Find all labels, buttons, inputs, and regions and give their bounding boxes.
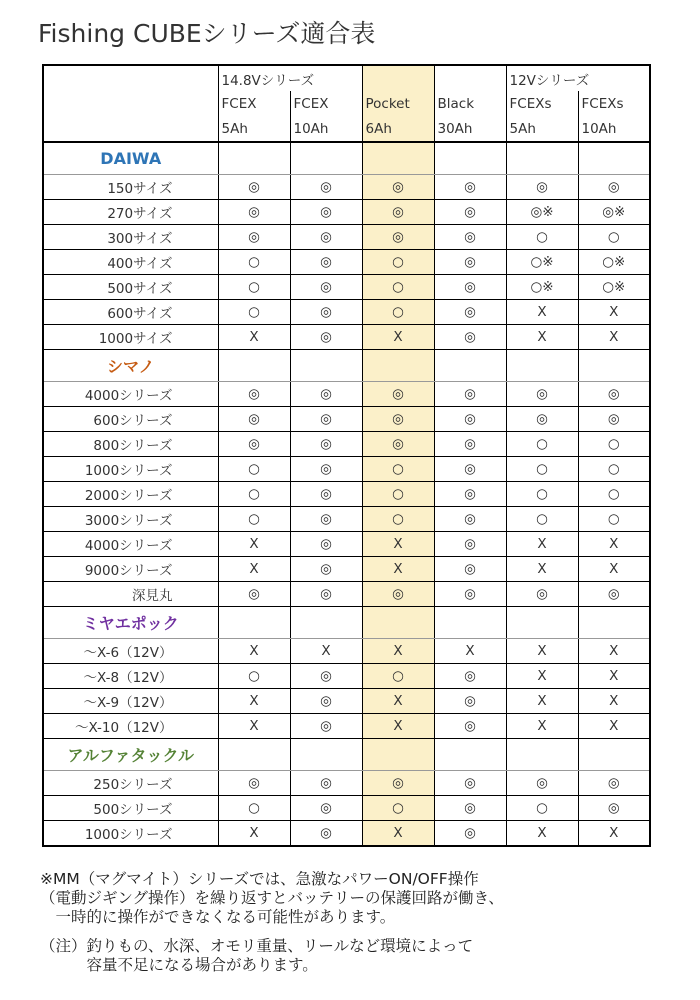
compat-mark: ◎ [218,225,290,250]
compat-mark: ◎ [362,432,434,457]
group-header-14v: 14.8Vシリーズ [218,65,362,91]
table-row [43,507,650,532]
model-name: FCEXs [506,91,578,116]
compat-mark: ◎ [362,200,434,225]
table-row [43,714,650,739]
model-capacity: 10Ah [290,116,362,142]
compat-mark: ◎ [434,407,506,432]
compat-mark: ○ [362,275,434,300]
footnotes [40,870,504,975]
compat-mark: ◎ [506,382,578,407]
compat-mark: ◎ [578,582,650,607]
page-title: Fishing CUBEシリーズ適合表 [38,19,376,48]
brand-row-blank [434,350,506,382]
brand-row-blank [578,607,650,639]
compat-mark: ○※ [578,275,650,300]
compat-mark: ◎ [434,557,506,582]
compat-mark: ◎ [290,664,362,689]
compat-mark: ◎ [362,382,434,407]
compat-mark: ○ [578,432,650,457]
brand-row-blank [434,142,506,175]
compat-mark: ◎ [506,407,578,432]
compat-mark: X [218,714,290,739]
compat-mark: X [362,821,434,847]
compat-mark: ◎ [290,457,362,482]
compat-mark: ◎ [362,175,434,200]
reel-model: 2000シリーズ [43,482,218,507]
brand-row-blank [362,350,434,382]
compat-mark: ○ [218,664,290,689]
brand-name: DAIWA [43,142,218,175]
model-name: Pocket [362,91,434,116]
model-name: FCEXs [578,91,650,116]
compat-mark: X [362,325,434,350]
compat-mark: ◎ [362,407,434,432]
compat-mark: ◎ [218,771,290,796]
compat-mark: ◎ [218,432,290,457]
brand-row-blank [578,142,650,175]
compat-mark: ○ [578,507,650,532]
compat-mark: ◎ [578,771,650,796]
compat-mark: ◎ [434,689,506,714]
compat-mark: ◎ [290,714,362,739]
compat-mark: X [578,821,650,847]
compat-mark: X [362,714,434,739]
table-row [43,482,650,507]
table-row [43,664,650,689]
note-2-line: 容量不足になる場合があります。 [40,956,318,974]
table-row [43,225,650,250]
compat-mark: ◎ [434,200,506,225]
compat-mark: ◎ [290,689,362,714]
compat-mark: X [506,300,578,325]
compat-mark: ◎ [218,200,290,225]
compat-mark: ◎ [290,250,362,275]
compat-mark: ○ [362,250,434,275]
compat-mark: ◎ [290,407,362,432]
table-row [43,275,650,300]
model-capacity: 5Ah [506,116,578,142]
compat-mark: ◎ [290,507,362,532]
table-row [43,432,650,457]
compat-mark: ○ [362,664,434,689]
compat-mark: ○ [218,482,290,507]
compat-mark: ◎ [290,200,362,225]
reel-model: ～X-8（12V） [43,664,218,689]
compat-mark: X [362,689,434,714]
model-name: FCEX [218,91,290,116]
brand-row-blank [218,350,290,382]
compat-mark: ○ [578,225,650,250]
compat-mark: ○ [218,300,290,325]
compat-mark: ◎ [434,664,506,689]
header-blank-pocket [362,65,434,91]
compat-mark: X [578,557,650,582]
reel-model: 9000シリーズ [43,557,218,582]
compat-mark: X [506,689,578,714]
table-row [43,200,650,225]
reel-model: 3000シリーズ [43,507,218,532]
compat-mark: ◎ [434,507,506,532]
reel-model: 300サイズ [43,225,218,250]
compat-mark: ◎ [362,771,434,796]
table-row [43,325,650,350]
compat-mark: ○ [218,275,290,300]
compat-mark: X [578,532,650,557]
reel-model: 600サイズ [43,300,218,325]
compat-mark: ○ [218,457,290,482]
compat-mark: X [290,639,362,664]
brand-row-blank [362,739,434,771]
compat-mark: ◎ [434,225,506,250]
reel-model: 1000シリーズ [43,457,218,482]
reel-model: 1000シリーズ [43,821,218,847]
compat-mark: X [362,639,434,664]
reel-model: 4000シリーズ [43,382,218,407]
table-row [43,457,650,482]
compat-mark: ◎ [578,382,650,407]
compat-mark: X [362,532,434,557]
compat-mark: X [506,532,578,557]
compat-mark: ○ [218,250,290,275]
compat-mark: ◎ [290,432,362,457]
compat-mark: ◎ [290,557,362,582]
reel-model: 4000シリーズ [43,532,218,557]
compat-mark: ◎ [434,482,506,507]
brand-row-blank [578,739,650,771]
compat-mark: ○ [506,482,578,507]
compat-mark: ◎ [434,325,506,350]
compat-mark: X [218,639,290,664]
brand-name: シマノ [43,350,218,382]
table-row [43,639,650,664]
compat-mark: ◎ [506,771,578,796]
model-capacity: 6Ah [362,116,434,142]
compat-mark: ◎ [434,714,506,739]
compat-mark: ◎ [290,325,362,350]
model-capacity: 30Ah [434,116,506,142]
compat-mark: ○※ [578,250,650,275]
header-row-models [43,91,650,116]
compat-mark: X [218,557,290,582]
model-capacity: 10Ah [578,116,650,142]
table-row [43,689,650,714]
compat-mark: ○※ [506,250,578,275]
compat-mark: ◎ [434,250,506,275]
reel-model: ～X-6（12V） [43,639,218,664]
brand-row [43,607,650,639]
header-corner [43,65,218,91]
group-header-12v: 12Vシリーズ [506,65,650,91]
brand-row-blank [218,739,290,771]
reel-model: 400サイズ [43,250,218,275]
compat-mark: ◎ [506,582,578,607]
table-row [43,407,650,432]
reel-model: 600シリーズ [43,407,218,432]
compat-mark: ◎ [434,532,506,557]
model-name: FCEX [290,91,362,116]
compat-mark: X [578,664,650,689]
header-row-series [43,65,650,91]
compat-mark: ◎ [290,482,362,507]
compat-mark: ◎※ [578,200,650,225]
compat-mark: ◎ [434,382,506,407]
compat-mark: ◎ [434,300,506,325]
brand-name: アルファタックル [43,739,218,771]
compat-mark: X [578,639,650,664]
compat-mark: X [578,325,650,350]
compat-mark: ◎ [434,582,506,607]
compat-mark: ◎ [218,407,290,432]
brand-row-blank [218,142,290,175]
compat-mark: ○ [218,507,290,532]
compat-mark: X [218,532,290,557]
compat-mark: ◎ [290,796,362,821]
reel-model: 500サイズ [43,275,218,300]
compat-mark: X [506,664,578,689]
compat-mark: ◎ [290,382,362,407]
brand-row-blank [506,607,578,639]
compat-mark: X [578,714,650,739]
table-row [43,821,650,847]
compat-mark: ◎ [218,382,290,407]
header-corner-2 [43,91,218,116]
table-row [43,300,650,325]
compat-mark: ◎ [290,582,362,607]
note-1-line: ※MM（マグマイト）シリーズでは、急激なパワーON/OFF操作 [40,870,479,888]
table-row [43,250,650,275]
brand-row [43,142,650,175]
compat-mark: ○ [362,796,434,821]
compat-mark: X [218,325,290,350]
compat-mark: ○ [506,225,578,250]
compat-mark: ○ [362,507,434,532]
brand-row-blank [434,607,506,639]
brand-row-blank [290,350,362,382]
brand-row-blank [506,350,578,382]
compat-mark: ◎ [434,275,506,300]
compat-mark: X [218,821,290,847]
note-1-line: 一時的に操作ができなくなる可能性があります。 [40,908,396,926]
compat-mark: ◎ [434,821,506,847]
brand-row-blank [218,607,290,639]
compat-mark: X [506,325,578,350]
note-1-line: （電動ジギング操作）を繰り返すとバッテリーの保護回路が働き、 [40,889,504,907]
model-name: Black [434,91,506,116]
table-row [43,175,650,200]
header-row-capacity [43,116,650,142]
compat-mark: ◎ [506,175,578,200]
reel-model: 250シリーズ [43,771,218,796]
compat-mark: X [506,639,578,664]
reel-model: ～X-10（12V） [43,714,218,739]
compat-mark: ○※ [506,275,578,300]
compat-mark: X [506,821,578,847]
compat-mark: ◎※ [506,200,578,225]
compat-mark: ◎ [362,582,434,607]
table-row [43,582,650,607]
compat-mark: X [434,639,506,664]
brand-row-blank [434,739,506,771]
compat-mark: ○ [218,796,290,821]
compat-mark: ○ [506,507,578,532]
compat-mark: ◎ [434,457,506,482]
compat-mark: ◎ [578,407,650,432]
compat-mark: X [578,300,650,325]
compat-mark: ◎ [578,175,650,200]
reel-model: ～X-9（12V） [43,689,218,714]
brand-name: ミヤエポック [43,607,218,639]
compat-mark: ○ [578,457,650,482]
compat-mark: ◎ [578,796,650,821]
table-row [43,771,650,796]
brand-row-blank [290,739,362,771]
compat-mark: ○ [578,482,650,507]
compat-mark: ○ [362,457,434,482]
compat-mark: ◎ [290,275,362,300]
compat-mark: ◎ [218,175,290,200]
compat-mark: ◎ [290,175,362,200]
table-row [43,557,650,582]
reel-model: 1000サイズ [43,325,218,350]
compat-mark: ○ [362,300,434,325]
brand-row-blank [506,142,578,175]
compat-mark: X [506,714,578,739]
compat-mark: ◎ [434,771,506,796]
compat-mark: ◎ [290,300,362,325]
compat-mark: ◎ [434,432,506,457]
brand-row-blank [362,607,434,639]
header-corner-3 [43,116,218,142]
reel-model: 深見丸 [43,582,218,607]
brand-row [43,350,650,382]
compat-mark: ◎ [290,532,362,557]
header-blank-black [434,65,506,91]
compatibility-table [42,64,651,847]
reel-model: 800シリーズ [43,432,218,457]
table-row [43,796,650,821]
brand-row-blank [578,350,650,382]
compat-mark: ◎ [290,821,362,847]
reel-model: 270サイズ [43,200,218,225]
compat-mark: ◎ [434,175,506,200]
brand-row-blank [290,607,362,639]
reel-model: 150サイズ [43,175,218,200]
compat-mark: ○ [362,482,434,507]
brand-row-blank [506,739,578,771]
note-2-line: （注）釣りもの、水深、オモリ重量、リールなど環境によって [40,937,474,955]
compat-mark: ◎ [290,225,362,250]
compat-mark: ○ [506,457,578,482]
compat-mark: X [578,689,650,714]
compat-mark: ○ [506,796,578,821]
compat-mark: ◎ [362,225,434,250]
compat-mark: ○ [506,432,578,457]
reel-model: 500シリーズ [43,796,218,821]
table-row [43,382,650,407]
compat-mark: X [218,689,290,714]
compat-mark: ◎ [218,582,290,607]
compat-mark: ◎ [290,771,362,796]
compat-mark: X [506,557,578,582]
brand-row-blank [290,142,362,175]
compat-mark: ◎ [434,796,506,821]
model-capacity: 5Ah [218,116,290,142]
brand-row-blank [362,142,434,175]
brand-row [43,739,650,771]
compat-mark: X [362,557,434,582]
table-row [43,532,650,557]
